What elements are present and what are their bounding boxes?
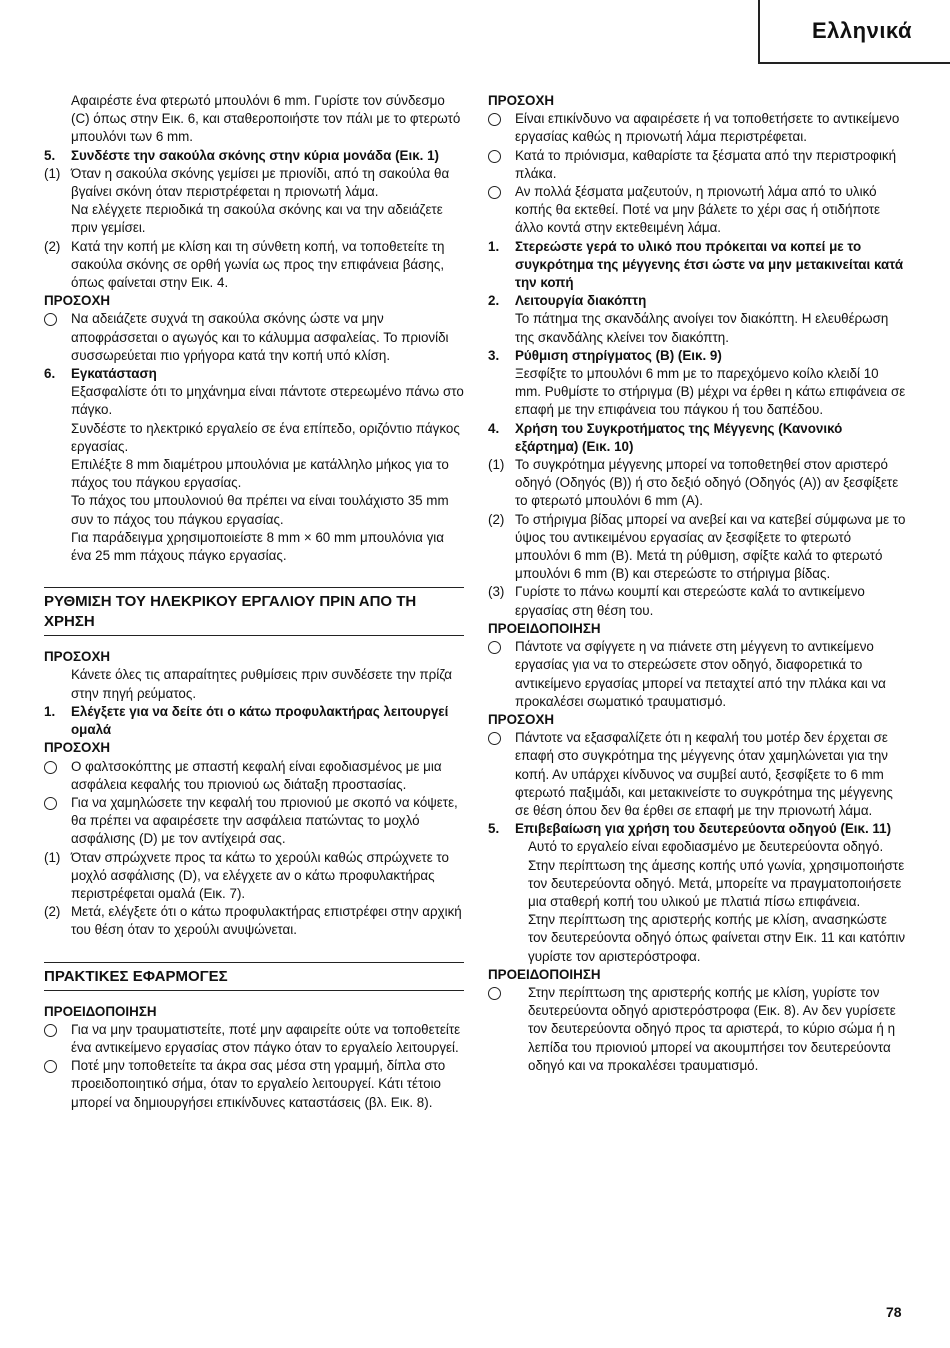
item-number: 3. [488,347,500,363]
sub-item-number: (1) [488,457,505,473]
numbered-heading [488,238,908,293]
item-number: 5. [44,147,56,163]
warning-label: ΠΡΟΕΙΔΟΠΟΙΗΣΗ [44,1003,157,1019]
caution-label: ΠΡΟΣΟΧΗ [44,740,111,756]
item-number: 5. [488,821,500,837]
item-number: 1. [44,703,56,719]
circle-bullet-icon [44,1024,57,1037]
sub-item-text: Κατά την κοπή με κλίση και τη σύνθετη κοπή, να τοποθετείτε τη σακούλα σκόνης σε ορθή γωνία ως προς την επιφάνεια βάσης, όπως φαίνεται στην Εικ. 4. [71,238,445,291]
paragraph: Για παράδειγμα χρησιμοποιείστε 8 mm × 60 mm μπουλόνια για ένα 25 mm πάχους πάγκο εργασίας. [71,529,445,564]
item-title: Χρήση του Συγκροτήματος της Μέγγενης (Κανονικό εξάρτημα) (Εικ. 10) [515,420,843,454]
item-title: Ελέγξετε για να δείτε ότι ο κάτω προφυλακτήρας λειτουργεί ομαλά [71,703,449,738]
circle-bullet-icon [488,113,501,126]
bullet-text: Για να χαμηλώσετε την κεφαλή του πριονιού με σκοπό να κόψετε, θα πρέπει να αφαιρέσετε την ασφάλεια πατώντας το μοχλό ασφάλισης (D) με τον αντίχειρά σας. [71,794,458,847]
left-column [44,92,464,1112]
paragraph: Αυτό το εργαλείο είναι εφοδιασμένο με δευτερεύοντα οδηγό. Στην περίπτωση της άμεσης κοπής υπό γωνία, χρησιμοποιήστε τον δευτερεύοντα οδηγό. Μετά, μπορείτε να πραγματοποιήσετε μια σταθερή κοπή του υλικού με πλατιά πίσω επιφάνεια. [528,839,905,909]
sub-item-number: (1) [44,165,61,181]
circle-bullet-icon [488,641,501,654]
item-title: Συνδέστε την σακούλα σκόνης στην κύρια μονάδα (Εικ. 1) [71,147,440,163]
sub-item-number: (1) [44,849,61,865]
sub-item-text: Γυρίστε το πάνω κουμπί και στερεώστε καλά το αντικείμενο εργασίας στη θέση του. [515,584,865,618]
numbered-heading [44,703,464,739]
sub-item-text: Το συγκρότημα μέγγενης μπορεί να τοποθετηθεί στον αριστερό οδηγό (Οδηγός (B)) ή στο δεξιό οδηγό (Οδηγός (A)) αν ξεσφίξετε το φτερωτό μπουλόνι 6 mm (A). [515,457,899,509]
paragraph: Αφαιρέστε ένα φτερωτό μπουλόνι 6 mm. Γυρίστε τον σύνδεσμο (C) όπως στην Εικ. 6, και σταθεροποιήστε τον πάλι με το φτερωτό μπουλόνι των 6 mm. [71,93,461,145]
item-number: 2. [488,293,500,309]
bullet-text: Πάντοτε να εξασφαλίζετε ότι η κεφαλή του μοτέρ δεν έρχεται σε επαφή στο συγκρότημα της μέγγενης όταν χαμηλώνεται για την κοπή. Αν υπάρχει κίνδυνος να συμβεί αυτό, ξεσφίξετε το 6 mm φτερωτό παξιμάδι, και μετακινείστε το συγκρότημα της μέγγενης σε θέση όπου δεν θα έρθει σε επαφή με την πριονωτή λάμα. [515,730,893,818]
item-title: Ρύθμιση στηρίγματος (B) (Εικ. 9) [515,347,722,363]
numbered-heading [488,292,908,310]
numbered-heading [488,420,908,456]
item-title: Λειτουργία διακόπτη [515,293,647,309]
warning-label: ΠΡΟΕΙΔΟΠΟΙΗΣΗ [488,966,601,982]
circle-bullet-icon [44,313,57,326]
bullet-item [488,729,908,820]
sub-item-text: Το στήριγμα βίδας μπορεί να ανεβεί και να κατεβεί σύμφωνα με το ύψος του αντικειμένου εργασίας αν ξεσφίξετε το φτερωτό μπουλόνι 6 mm (B). Μετά τη ρύθμιση, σφίξτε καλά το φτερωτό μπουλόνι 6 mm (B) και στερεώστε το στήριγμα βίδας. [515,511,906,582]
item-number: 4. [488,420,500,436]
sub-item-number: (3) [488,584,505,600]
language-label: Ελληνικά [812,18,912,43]
circle-bullet-icon [488,732,501,745]
sub-item [488,511,908,584]
circle-bullet-icon [44,761,57,774]
circle-bullet-icon [488,987,501,1000]
warning-label: ΠΡΟΕΙΔΟΠΟΙΗΣΗ [488,620,601,636]
bullet-item [44,1021,464,1057]
paragraph: Στην περίπτωση της αριστερής κοπής με κλίση, ανασηκώστε τον δευτερεύοντα οδηγό όπως φαίνεται στην Εικ. 11 και κατόπιν γυρίστε τον αριστερόστροφα. [528,912,906,964]
caution-label: ΠΡΟΣΟΧΗ [44,293,111,309]
paragraph: Το πάχος του μπουλονιού θα πρέπει να είναι τουλάχιστο 35 mm συν το πάχος του πάγκου εργασίας. [71,493,449,527]
bullet-text: Για να μην τραυματιστείτε, ποτέ μην αφαιρείτε ούτε να τοποθετείτε ένα αντικείμενο εργασίας στον πάγκο όταν το εργαλείο λειτουργεί. [71,1021,461,1055]
bullet-text: Να αδειάζετε συχνά τη σακούλα σκόνης ώστε να μην αποφράσσεται ο αγωγός και το κάλυμμα ασφαλείας. Το πριονίδι συσσωρεύεται πιο γρήγορα κατά την κοπή υπό κλίση. [71,311,449,363]
sub-item-text: Όταν η σακούλα σκόνης γεμίσει με πριονίδι, από τη σακούλα θα βγαίνει σκόνη όταν περιστρέφεται η πριονωτή λάμα. [71,165,450,200]
item-title: Στερεώστε γερά το υλικό που πρόκειται να κοπεί με το συγκρότημα της μέγγενης έτσι ώστε να μην μετακινείται κατά την κοπή [515,238,904,291]
numbered-heading [488,347,908,365]
caution-label: ΠΡΟΣΟΧΗ [488,93,555,108]
bullet-text: Στην περίπτωση της αριστερής κοπής με κλίση, γυρίστε τον δευτερεύοντα οδηγό αριστερόστροφα (Εικ. 8). Αν δεν γυρίσετε τον δευτερεύοντα οδηγό προς τα αριστερά, το κύριο σώμα ή η λεπίδα του πριονιού μπορεί να ακουμπήσει τον δευτερεύοντα οδηγό και να προκαλέσει τραυματισμό. [528,984,896,1073]
bullet-text: Ο φαλτσοκόπτης με σπαστή κεφαλή είναι εφοδιασμένος με μια ασφάλεια κεφαλής του πριονιού ως διάταξη προστασίας. [71,758,442,792]
bullet-text: Είναι επικίνδυνο να αφαιρέσετε ή να τοποθετήσετε το αντικείμενο εργασίας καθώς η πριονωτή λάμα περιστρέφεται. [515,111,900,145]
caution-label: ΠΡΟΣΟΧΗ [488,711,555,727]
bullet-item [488,110,908,146]
paragraph: Κάνετε όλες τις απαραίτητες ρυθμίσεις πριν συνδέσετε την πρίζα στην πηγή ρεύματος. [71,667,453,701]
numbered-heading [44,147,464,165]
bullet-item [44,794,464,849]
paragraph: Ξεσφίξτε το μπουλόνι 6 mm με το παρεχόμενο κοίλο κλειδί 10 mm. Ρυθμίστε το στήριγμα (B) μέχρι να έρθει η κάτω επιφάνεια σε επαφή με την επιφάνεια του πάγκου ή του δαπέδου. [515,366,906,418]
bullet-item [488,183,908,238]
sub-item [488,456,908,511]
paragraph: Εξασφαλίστε ότι το μηχάνημα είναι πάντοτε στερεωμένο πάνω στο πάγκο. [71,384,464,418]
sub-item-number: (2) [44,238,61,254]
section-heading: ΡΥΘΜΙΣΗ ΤΟΥ ΗΛΕΚΡΙΚΟΥ ΕΡΓΑΛΙΟΥ ΠΡΙΝ ΑΠΟ ΤΗ ΧΡΗΣΗ [44,587,464,636]
sub-item-text: Μετά, ελέγξετε ότι ο κάτω προφυλακτήρας επιστρέφει στην αρχική του θέση όταν το χερούλι ανυψώνεται. [71,904,462,938]
paragraph: Το πάτημα της σκανδάλης ανοίγει τον διακόπτη. Η ελευθέρωση της σκανδάλης κλείνει τον διακόπτη. [515,311,889,345]
page-number: 78 [886,1304,902,1320]
sub-item-number: (2) [44,904,61,920]
bullet-item [488,147,908,183]
bullet-item [44,1057,464,1112]
bullet-item [44,310,464,365]
sub-item-number: (2) [488,511,505,527]
bullet-item [488,638,908,711]
circle-bullet-icon [488,186,501,199]
circle-bullet-icon [488,150,501,163]
sub-item [488,583,908,619]
sub-item-text: Όταν σπρώχνετε προς τα κάτω το χερούλι καθώς σπρώχνετε το μοχλό ασφάλισης (D), να ελέγχετε αν ο κάτω προφυλακτήρας περιστρέφεται ομαλά (Εικ. 7). [71,849,449,901]
bullet-text: Ποτέ μην τοποθετείτε τα άκρα σας μέσα στη γραμμή, δίπλα στο προειδοποιητικό σήμα, όταν το εργαλείο λειτουργεί. Κάτι τέτοιο μπορεί να δημιουργήσει επικίνδυνες καταστάσεις (βλ. Εικ. 8). [71,1058,446,1110]
item-title: Εγκατάσταση [71,366,157,382]
numbered-heading [44,365,464,383]
item-number: 6. [44,366,56,382]
paragraph: Να ελέγχετε περιοδικά τη σακούλα σκόνης και να την αδειάζετε πριν γεμίσει. [71,202,443,236]
bullet-text: Κατά το πριόνισμα, καθαρίστε τα ξέσματα από την περιστροφική πλάκα. [515,147,897,181]
numbered-heading [488,820,908,838]
circle-bullet-icon [44,797,57,810]
language-tab [758,0,950,64]
paragraph: Επιλέξτε 8 mm διαμέτρου μπουλόνια με κατάλληλο μήκος για το πάχος του πάγκου εργασίας. [71,457,449,491]
item-title: Επιβεβαίωση για χρήση του δευτερεύοντα οδηγού (Εικ. 11) [515,821,892,837]
circle-bullet-icon [44,1060,57,1073]
bullet-text: Πάντοτε να σφίγγετε η να πιάνετε στη μέγγενη το αντικείμενο εργασίας για να το στερεώσετε στον οδηγό, διαφορετικά το αντικείμενο εργασίας μπορεί να πεταχτεί από την πλάκα και να προκαλέσει σωματικό τραυματισμό. [515,639,886,709]
item-number: 1. [488,238,500,254]
sub-item [44,903,464,939]
section-heading: ΠΡΑΚΤΙΚΕΣ ΕΦΑΡΜΟΓΕΣ [44,962,464,991]
paragraph: Συνδέστε το ηλεκτρικό εργαλείο σε ένα επίπεδο, οριζόντιο πάγκος εργασίας. [71,420,460,454]
bullet-item [44,758,464,794]
bullet-item [488,984,908,1075]
bullet-text: Αν πολλά ξέσματα μαζευτούν, η πριονωτή λάμα από το υλικό κοπής θα εκτεθεί. Ποτέ να μην βάλετε το χέρι σας ή οτιδήποτε άλλο κοντά στην εκτεθειμένη λάμα. [515,184,880,236]
sub-item [44,849,464,904]
sub-item [44,238,464,293]
right-column [488,92,908,1075]
sub-item [44,165,464,201]
caution-label: ΠΡΟΣΟΧΗ [44,649,111,665]
